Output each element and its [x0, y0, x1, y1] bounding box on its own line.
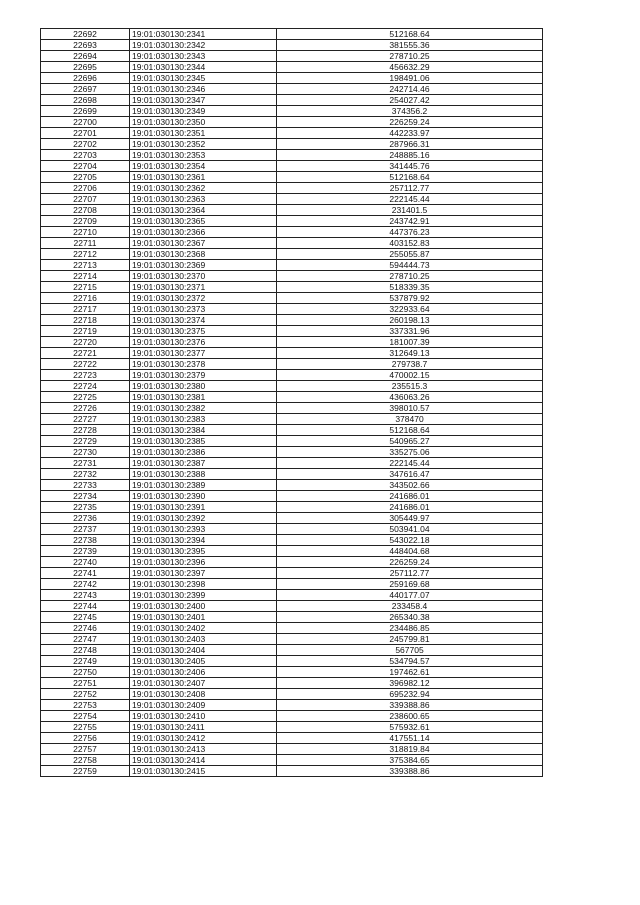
- cadastral-value-cell: 403152.83: [277, 238, 543, 249]
- table-row: [41, 744, 543, 755]
- table-row: [41, 733, 543, 744]
- row-number-cell: 22739: [41, 546, 130, 557]
- cadastral-value-cell: 257112.77: [277, 183, 543, 194]
- row-number-cell: 22705: [41, 172, 130, 183]
- cadastral-value-cell: 512168.64: [277, 425, 543, 436]
- cadastral-number-cell: 19:01:030130:2398: [130, 579, 277, 590]
- cadastral-number-cell: 19:01:030130:2368: [130, 249, 277, 260]
- table-row: [41, 656, 543, 667]
- table-row: [41, 579, 543, 590]
- row-number-cell: 22713: [41, 260, 130, 271]
- row-number-cell: 22702: [41, 139, 130, 150]
- table-row: [41, 205, 543, 216]
- row-number-cell: 22718: [41, 315, 130, 326]
- cadastral-number-cell: 19:01:030130:2361: [130, 172, 277, 183]
- table-row: [41, 612, 543, 623]
- cadastral-number-cell: 19:01:030130:2372: [130, 293, 277, 304]
- row-number-cell: 22758: [41, 755, 130, 766]
- cadastral-number-cell: 19:01:030130:2410: [130, 711, 277, 722]
- cadastral-value-cell: 257112.77: [277, 568, 543, 579]
- table-row: [41, 601, 543, 612]
- cadastral-number-cell: 19:01:030130:2404: [130, 645, 277, 656]
- row-number-cell: 22692: [41, 29, 130, 40]
- row-number-cell: 22748: [41, 645, 130, 656]
- row-number-cell: 22731: [41, 458, 130, 469]
- cadastral-number-cell: 19:01:030130:2408: [130, 689, 277, 700]
- cadastral-value-cell: 347616.47: [277, 469, 543, 480]
- table-row: [41, 29, 543, 40]
- cadastral-number-cell: 19:01:030130:2369: [130, 260, 277, 271]
- cadastral-number-cell: 19:01:030130:2350: [130, 117, 277, 128]
- cadastral-value-cell: 339388.86: [277, 700, 543, 711]
- cadastral-number-cell: 19:01:030130:2371: [130, 282, 277, 293]
- cadastral-value-cell: 695232.94: [277, 689, 543, 700]
- table-row: [41, 128, 543, 139]
- cadastral-value-cell: 534794.57: [277, 656, 543, 667]
- table-row: [41, 645, 543, 656]
- table-row: [41, 172, 543, 183]
- table-row: [41, 513, 543, 524]
- row-number-cell: 22695: [41, 62, 130, 73]
- row-number-cell: 22712: [41, 249, 130, 260]
- cadastral-value-cell: 512168.64: [277, 172, 543, 183]
- cadastral-number-cell: 19:01:030130:2385: [130, 436, 277, 447]
- table-row: [41, 304, 543, 315]
- row-number-cell: 22740: [41, 557, 130, 568]
- cadastral-number-cell: 19:01:030130:2373: [130, 304, 277, 315]
- cadastral-number-cell: 19:01:030130:2401: [130, 612, 277, 623]
- row-number-cell: 22707: [41, 194, 130, 205]
- cadastral-number-cell: 19:01:030130:2395: [130, 546, 277, 557]
- cadastral-value-cell: 567705: [277, 645, 543, 656]
- cadastral-number-cell: 19:01:030130:2376: [130, 337, 277, 348]
- cadastral-number-cell: 19:01:030130:2344: [130, 62, 277, 73]
- cadastral-number-cell: 19:01:030130:2390: [130, 491, 277, 502]
- cadastral-number-cell: 19:01:030130:2341: [130, 29, 277, 40]
- table-row: [41, 623, 543, 634]
- cadastral-number-cell: 19:01:030130:2415: [130, 766, 277, 777]
- table-row: [41, 139, 543, 150]
- table-row: [41, 40, 543, 51]
- cadastral-value-cell: 374356.2: [277, 106, 543, 117]
- table-row: [41, 392, 543, 403]
- table-row: [41, 590, 543, 601]
- row-number-cell: 22752: [41, 689, 130, 700]
- table-row: [41, 359, 543, 370]
- table-row: [41, 51, 543, 62]
- table-row: [41, 194, 543, 205]
- table-row: [41, 271, 543, 282]
- row-number-cell: 22699: [41, 106, 130, 117]
- table-row: [41, 491, 543, 502]
- table-row: [41, 524, 543, 535]
- table-row: [41, 667, 543, 678]
- row-number-cell: 22716: [41, 293, 130, 304]
- row-number-cell: 22741: [41, 568, 130, 579]
- row-number-cell: 22711: [41, 238, 130, 249]
- table-row: [41, 535, 543, 546]
- cadastral-value-cell: 241686.01: [277, 502, 543, 513]
- row-number-cell: 22726: [41, 403, 130, 414]
- cadastral-value-cell: 337331.96: [277, 326, 543, 337]
- table-row: [41, 766, 543, 777]
- row-number-cell: 22746: [41, 623, 130, 634]
- cadastral-number-cell: 19:01:030130:2366: [130, 227, 277, 238]
- table-row: [41, 711, 543, 722]
- cadastral-number-cell: 19:01:030130:2377: [130, 348, 277, 359]
- cadastral-value-cell: 339388.86: [277, 766, 543, 777]
- table-row: [41, 106, 543, 117]
- row-number-cell: 22725: [41, 392, 130, 403]
- cadastral-number-cell: 19:01:030130:2407: [130, 678, 277, 689]
- table-row: [41, 183, 543, 194]
- cadastral-value-cell: 254027.42: [277, 95, 543, 106]
- cadastral-number-cell: 19:01:030130:2374: [130, 315, 277, 326]
- table-row: [41, 326, 543, 337]
- table-row: [41, 238, 543, 249]
- cadastral-value-cell: 231401.5: [277, 205, 543, 216]
- cadastral-value-cell: 312649.13: [277, 348, 543, 359]
- cadastral-value-cell: 456632.29: [277, 62, 543, 73]
- cadastral-value-cell: 259169.68: [277, 579, 543, 590]
- row-number-cell: 22721: [41, 348, 130, 359]
- cadastral-number-cell: 19:01:030130:2381: [130, 392, 277, 403]
- table-row: [41, 755, 543, 766]
- table-row: [41, 546, 543, 557]
- table-row: [41, 722, 543, 733]
- cadastral-number-cell: 19:01:030130:2405: [130, 656, 277, 667]
- cadastral-value-cell: 278710.25: [277, 271, 543, 282]
- row-number-cell: 22700: [41, 117, 130, 128]
- cadastral-number-cell: 19:01:030130:2400: [130, 601, 277, 612]
- cadastral-number-cell: 19:01:030130:2403: [130, 634, 277, 645]
- cadastral-number-cell: 19:01:030130:2375: [130, 326, 277, 337]
- cadastral-value-cell: 381555.36: [277, 40, 543, 51]
- table-row: [41, 282, 543, 293]
- cadastral-value-cell: 375384.65: [277, 755, 543, 766]
- row-number-cell: 22709: [41, 216, 130, 227]
- table-row: [41, 348, 543, 359]
- cadastral-number-cell: 19:01:030130:2413: [130, 744, 277, 755]
- row-number-cell: 22728: [41, 425, 130, 436]
- cadastral-value-cell: 448404.68: [277, 546, 543, 557]
- cadastral-number-cell: 19:01:030130:2378: [130, 359, 277, 370]
- cadastral-value-cell: 322933.64: [277, 304, 543, 315]
- cadastral-value-cell: 537879.92: [277, 293, 543, 304]
- table-row: [41, 95, 543, 106]
- row-number-cell: 22749: [41, 656, 130, 667]
- table-row: [41, 227, 543, 238]
- row-number-cell: 22720: [41, 337, 130, 348]
- row-number-cell: 22753: [41, 700, 130, 711]
- cadastral-number-cell: 19:01:030130:2362: [130, 183, 277, 194]
- cadastral-number-cell: 19:01:030130:2349: [130, 106, 277, 117]
- row-number-cell: 22743: [41, 590, 130, 601]
- table-row: [41, 436, 543, 447]
- cadastral-number-cell: 19:01:030130:2399: [130, 590, 277, 601]
- table-row: [41, 557, 543, 568]
- row-number-cell: 22698: [41, 95, 130, 106]
- row-number-cell: 22704: [41, 161, 130, 172]
- table-row: [41, 425, 543, 436]
- row-number-cell: 22708: [41, 205, 130, 216]
- row-number-cell: 22759: [41, 766, 130, 777]
- cadastral-value-cell: 447376.23: [277, 227, 543, 238]
- cadastral-value-cell: 242714.46: [277, 84, 543, 95]
- table-row: [41, 502, 543, 513]
- cadastral-number-cell: 19:01:030130:2352: [130, 139, 277, 150]
- row-number-cell: 22747: [41, 634, 130, 645]
- cadastral-value-cell: 318819.84: [277, 744, 543, 755]
- cadastral-value-cell: 235515.3: [277, 381, 543, 392]
- cadastral-value-cell: 398010.57: [277, 403, 543, 414]
- cadastral-number-cell: 19:01:030130:2347: [130, 95, 277, 106]
- cadastral-value-cell: 417551.14: [277, 733, 543, 744]
- table-body: [41, 29, 543, 777]
- cadastral-number-cell: 19:01:030130:2345: [130, 73, 277, 84]
- cadastral-number-cell: 19:01:030130:2394: [130, 535, 277, 546]
- cadastral-number-cell: 19:01:030130:2411: [130, 722, 277, 733]
- cadastral-number-cell: 19:01:030130:2393: [130, 524, 277, 535]
- cadastral-number-cell: 19:01:030130:2370: [130, 271, 277, 282]
- row-number-cell: 22722: [41, 359, 130, 370]
- row-number-cell: 22697: [41, 84, 130, 95]
- cadastral-value-cell: 198491.06: [277, 73, 543, 84]
- row-number-cell: 22745: [41, 612, 130, 623]
- cadastral-number-cell: 19:01:030130:2389: [130, 480, 277, 491]
- table-row: [41, 568, 543, 579]
- cadastral-value-cell: 503941.04: [277, 524, 543, 535]
- cadastral-number-cell: 19:01:030130:2388: [130, 469, 277, 480]
- table-row: [41, 370, 543, 381]
- row-number-cell: 22733: [41, 480, 130, 491]
- row-number-cell: 22723: [41, 370, 130, 381]
- cadastral-value-cell: 248885.16: [277, 150, 543, 161]
- cadastral-value-cell: 512168.64: [277, 29, 543, 40]
- cadastral-value-cell: 470002.15: [277, 370, 543, 381]
- row-number-cell: 22736: [41, 513, 130, 524]
- table-row: [41, 381, 543, 392]
- cadastral-value-cell: 265340.38: [277, 612, 543, 623]
- cadastral-value-cell: 226259.24: [277, 557, 543, 568]
- cadastral-number-cell: 19:01:030130:2386: [130, 447, 277, 458]
- cadastral-number-cell: 19:01:030130:2354: [130, 161, 277, 172]
- cadastral-number-cell: 19:01:030130:2363: [130, 194, 277, 205]
- table-row: [41, 150, 543, 161]
- cadastral-number-cell: 19:01:030130:2364: [130, 205, 277, 216]
- cadastral-value-cell: 396982.12: [277, 678, 543, 689]
- row-number-cell: 22693: [41, 40, 130, 51]
- row-number-cell: 22727: [41, 414, 130, 425]
- table-row: [41, 458, 543, 469]
- row-number-cell: 22710: [41, 227, 130, 238]
- cadastral-value-cell: 518339.35: [277, 282, 543, 293]
- cadastral-number-cell: 19:01:030130:2397: [130, 568, 277, 579]
- cadastral-number-cell: 19:01:030130:2414: [130, 755, 277, 766]
- cadastral-value-cell: 287966.31: [277, 139, 543, 150]
- row-number-cell: 22717: [41, 304, 130, 315]
- row-number-cell: 22715: [41, 282, 130, 293]
- cadastral-number-cell: 19:01:030130:2351: [130, 128, 277, 139]
- cadastral-value-cell: 278710.25: [277, 51, 543, 62]
- row-number-cell: 22742: [41, 579, 130, 590]
- row-number-cell: 22732: [41, 469, 130, 480]
- row-number-cell: 22706: [41, 183, 130, 194]
- cadastral-value-cell: 335275.06: [277, 447, 543, 458]
- cadastral-value-cell: 305449.97: [277, 513, 543, 524]
- table-row: [41, 700, 543, 711]
- cadastral-value-cell: 341445.76: [277, 161, 543, 172]
- cadastral-value-cell: 436063.26: [277, 392, 543, 403]
- row-number-cell: 22729: [41, 436, 130, 447]
- row-number-cell: 22755: [41, 722, 130, 733]
- row-number-cell: 22719: [41, 326, 130, 337]
- cadastral-number-cell: 19:01:030130:2383: [130, 414, 277, 425]
- row-number-cell: 22724: [41, 381, 130, 392]
- cadastral-number-cell: 19:01:030130:2384: [130, 425, 277, 436]
- cadastral-number-cell: 19:01:030130:2382: [130, 403, 277, 414]
- table-row: [41, 216, 543, 227]
- cadastral-value-cell: 197462.61: [277, 667, 543, 678]
- cadastral-number-cell: 19:01:030130:2412: [130, 733, 277, 744]
- cadastral-value-cell: 245799.81: [277, 634, 543, 645]
- row-number-cell: 22735: [41, 502, 130, 513]
- row-number-cell: 22757: [41, 744, 130, 755]
- row-number-cell: 22701: [41, 128, 130, 139]
- cadastral-number-cell: 19:01:030130:2387: [130, 458, 277, 469]
- cadastral-number-cell: 19:01:030130:2396: [130, 557, 277, 568]
- cadastral-value-cell: 343502.66: [277, 480, 543, 491]
- row-number-cell: 22738: [41, 535, 130, 546]
- cadastral-number-cell: 19:01:030130:2409: [130, 700, 277, 711]
- table-row: [41, 337, 543, 348]
- row-number-cell: 22750: [41, 667, 130, 678]
- row-number-cell: 22696: [41, 73, 130, 84]
- table-row: [41, 260, 543, 271]
- row-number-cell: 22744: [41, 601, 130, 612]
- cadastral-value-cell: 442233.97: [277, 128, 543, 139]
- row-number-cell: 22734: [41, 491, 130, 502]
- table-row: [41, 161, 543, 172]
- cadastral-value-cell: 378470: [277, 414, 543, 425]
- cadastral-value-cell: 575932.61: [277, 722, 543, 733]
- cadastral-value-cell: 440177.07: [277, 590, 543, 601]
- table-row: [41, 249, 543, 260]
- cadastral-number-cell: 19:01:030130:2406: [130, 667, 277, 678]
- cadastral-value-cell: 222145.44: [277, 194, 543, 205]
- table-row: [41, 480, 543, 491]
- cadastral-value-cell: 540965.27: [277, 436, 543, 447]
- cadastral-value-cell: 279738.7: [277, 359, 543, 370]
- table-row: [41, 73, 543, 84]
- table-row: [41, 678, 543, 689]
- table-row: [41, 634, 543, 645]
- row-number-cell: 22754: [41, 711, 130, 722]
- cadastral-number-cell: 19:01:030130:2365: [130, 216, 277, 227]
- cadastral-value-cell: 238600.65: [277, 711, 543, 722]
- cadastral-value-cell: 222145.44: [277, 458, 543, 469]
- cadastral-value-cell: 234486.85: [277, 623, 543, 634]
- cadastral-value-cell: 241686.01: [277, 491, 543, 502]
- cadastral-number-cell: 19:01:030130:2379: [130, 370, 277, 381]
- table-row: [41, 293, 543, 304]
- cadastral-number-cell: 19:01:030130:2380: [130, 381, 277, 392]
- table-row: [41, 403, 543, 414]
- cadastral-value-cell: 233458.4: [277, 601, 543, 612]
- cadastral-number-cell: 19:01:030130:2342: [130, 40, 277, 51]
- cadastral-number-cell: 19:01:030130:2402: [130, 623, 277, 634]
- row-number-cell: 22730: [41, 447, 130, 458]
- row-number-cell: 22694: [41, 51, 130, 62]
- table-row: [41, 84, 543, 95]
- table-row: [41, 315, 543, 326]
- row-number-cell: 22737: [41, 524, 130, 535]
- cadastral-number-cell: 19:01:030130:2353: [130, 150, 277, 161]
- cadastral-value-cell: 226259.24: [277, 117, 543, 128]
- row-number-cell: 22714: [41, 271, 130, 282]
- cadastral-number-cell: 19:01:030130:2367: [130, 238, 277, 249]
- table-row: [41, 62, 543, 73]
- cadastral-number-cell: 19:01:030130:2346: [130, 84, 277, 95]
- cadastral-value-cell: 255055.87: [277, 249, 543, 260]
- row-number-cell: 22751: [41, 678, 130, 689]
- table-row: [41, 689, 543, 700]
- table-row: [41, 414, 543, 425]
- cadastral-number-cell: 19:01:030130:2392: [130, 513, 277, 524]
- table-row: [41, 117, 543, 128]
- row-number-cell: 22756: [41, 733, 130, 744]
- cadastral-number-cell: 19:01:030130:2343: [130, 51, 277, 62]
- cadastral-value-cell: 181007.39: [277, 337, 543, 348]
- cadastral-number-cell: 19:01:030130:2391: [130, 502, 277, 513]
- cadastral-value-cell: 260198.13: [277, 315, 543, 326]
- cadastral-value-cell: 543022.18: [277, 535, 543, 546]
- cadastral-value-cell: 594444.73: [277, 260, 543, 271]
- row-number-cell: 22703: [41, 150, 130, 161]
- table-row: [41, 469, 543, 480]
- cadastral-value-cell: 243742.91: [277, 216, 543, 227]
- cadastral-value-table: [40, 28, 543, 777]
- table-row: [41, 447, 543, 458]
